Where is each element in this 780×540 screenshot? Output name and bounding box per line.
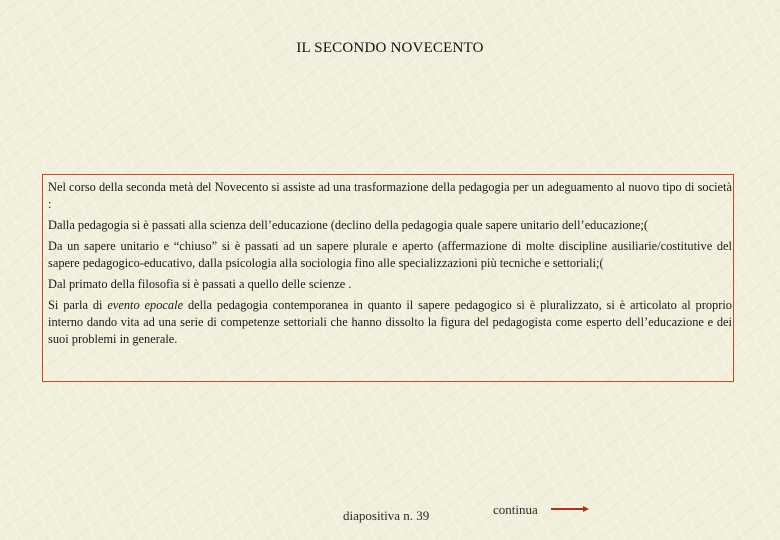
- content-box: [42, 174, 734, 382]
- right-arrow-icon[interactable]: [550, 502, 592, 516]
- paragraph-4: Dal primato della filosofia si è passati a quello delle scienze .: [48, 277, 352, 291]
- slide-title: IL SECONDO NOVECENTO: [296, 40, 484, 56]
- slide-number: diapositiva n. 39: [343, 508, 430, 523]
- paragraph-5: [48, 297, 732, 348]
- paragraph-2: Dalla pedagogia si è passati alla scienza dell’educazione (declino della pedagogia quale sapere unitario dell’educazione;(: [48, 218, 648, 232]
- paragraph-5-emphasis: evento epocale: [107, 298, 184, 312]
- paragraph-5-end: della pedagogia contemporanea in quanto il sapere pedagogico si è pluralizzato, si è articolato al proprio interno dando vita ad una serie di competenze settoriali che hanno dissolto la figura del pedagogista come esperto dell’educazione e dei suoi problemi in generale.: [48, 298, 732, 346]
- paragraph-3: Da un sapere unitario e “chiuso” si è passati ad un sapere plurale e aperto (affermazione di molte discipline ausiliarie/costitutive del sapere pedagogico-educativo, dalla psicologia alla sociologia fino alle specializzazioni più tecniche e settoriali;(: [48, 239, 732, 270]
- paragraph-1: Nel corso della seconda metà del Novecento si assiste ad una trasformazione della pedagogia per un adeguamento al nuovo tipo di società :: [48, 180, 732, 211]
- paragraph-5-start: Si parla di: [48, 298, 108, 312]
- continue-link[interactable]: continua: [493, 502, 538, 517]
